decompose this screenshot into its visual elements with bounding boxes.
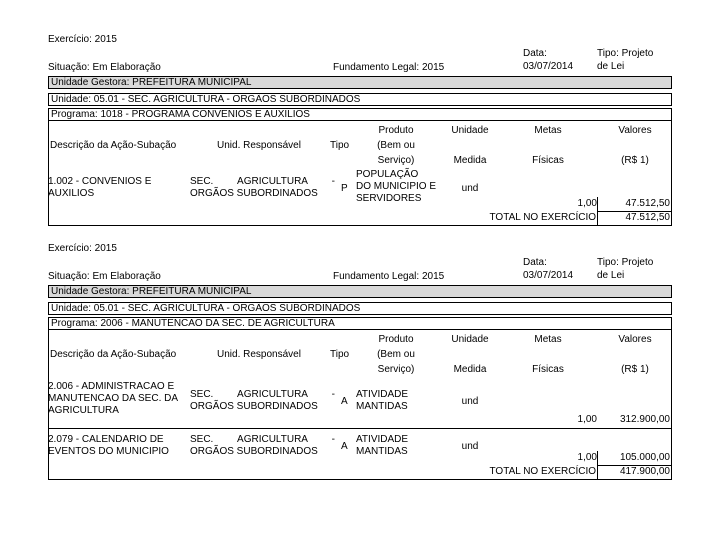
row-unidade: und: [461, 183, 479, 194]
header-descricao: Descrição da Ação-Subação: [50, 140, 177, 151]
tipo-label: Tipo: Projeto: [597, 48, 654, 59]
row-descricao: 2.006 - ADMINISTRACAO E MANUTENCAO DA SEC. DA AGRICULTURA: [48, 381, 178, 416]
situacao-label: Situação: Em Elaboração: [48, 62, 161, 73]
row-metas: 1,00: [577, 414, 597, 425]
row-responsavel: SEC. AGRICULTURA - ORGÃOS SUBORDINADOS: [190, 434, 335, 457]
row-tipo: A: [341, 441, 348, 452]
row-descricao: 2.079 - CALENDARIO DE EVENTOS DO MUNICIPIO: [48, 434, 169, 457]
row-unidade: und: [461, 441, 479, 452]
header-produto-2: (Bem ou: [377, 140, 415, 151]
header-valores-1: Valores: [618, 125, 652, 136]
unidade-bar: Unidade: 05.01 - SEC. AGRICULTURA - ORGÃOS SUBORDINADOS: [48, 93, 672, 106]
row-tipo: P: [341, 183, 348, 194]
header-tipo: Tipo: [330, 140, 350, 151]
table-border-bottom: [48, 479, 672, 480]
header-metas-2: Físicas: [532, 155, 564, 166]
header-valores-1: Valores: [618, 334, 652, 345]
data-label: Data:: [523, 257, 547, 268]
row-produto: POPULAÇÃO DO MUNICIPIO E SERVIDORES: [356, 169, 437, 204]
header-produto-1: Produto: [378, 334, 414, 345]
header-metas-1: Metas: [534, 125, 562, 136]
fundamento-label: Fundamento Legal: 2015: [333, 271, 445, 282]
header-unidade-1: Unidade: [451, 334, 489, 345]
header-responsavel: Unid. Responsável: [217, 140, 301, 151]
fundamento-label: Fundamento Legal: 2015: [333, 62, 445, 73]
row-separator: [48, 428, 672, 429]
header-produto-2: (Bem ou: [377, 349, 415, 360]
row-produto: ATIVIDADE MANTIDAS: [356, 434, 409, 457]
exercicio-label: Exercício: 2015: [48, 243, 117, 254]
total-line-top: [597, 211, 671, 212]
tipo-label: Tipo: Projeto: [597, 257, 654, 268]
table-border-right: [671, 121, 672, 225]
row-responsavel: SEC. AGRICULTURA - ORGÃOS SUBORDINADOS: [190, 176, 335, 199]
data-value: 03/07/2014: [523, 270, 574, 281]
header-produto-3: Serviço): [377, 155, 415, 166]
exercicio-label: Exercício: 2015: [48, 34, 117, 45]
unidade-gestora-bar: Unidade Gestora: PREFEITURA MUNICIPAL: [48, 76, 672, 89]
header-valores-2: (R$ 1): [621, 364, 649, 375]
tipo-value: de Lei: [597, 270, 625, 281]
total-line-top: [597, 465, 671, 466]
row-valores: 312.900,00: [619, 414, 670, 425]
row-produto: ATIVIDADE MANTIDAS: [356, 389, 409, 412]
row-metas: 1,00: [577, 198, 597, 209]
table-border-left: [48, 121, 49, 225]
row-valores: 47.512,50: [625, 198, 670, 209]
situacao-label: Situação: Em Elaboração: [48, 271, 161, 282]
unidade-gestora-bar: Unidade Gestora: PREFEITURA MUNICIPAL: [48, 285, 672, 298]
header-unidade-2: Medida: [453, 364, 487, 375]
total-label: TOTAL NO EXERCÍCIO: [489, 212, 596, 223]
row-descricao: 1.002 - CONVENIOS E AUXILIOS: [48, 176, 152, 199]
table-border-bottom: [48, 225, 672, 226]
programa-bar: Programa: 2006 - MANUTENCAO DA SEC. DE AGRICULTURA: [48, 317, 672, 330]
table-border-left: [48, 330, 49, 480]
total-label: TOTAL NO EXERCÍCIO: [489, 466, 596, 477]
header-unidade-2: Medida: [453, 155, 487, 166]
header-unidade-1: Unidade: [451, 125, 489, 136]
header-descricao: Descrição da Ação-Subação: [50, 349, 177, 360]
header-metas-2: Físicas: [532, 364, 564, 375]
header-tipo: Tipo: [330, 349, 350, 360]
table-border-right: [671, 330, 672, 480]
header-produto-3: Serviço): [377, 364, 415, 375]
row-unidade: und: [461, 396, 479, 407]
data-value: 03/07/2014: [523, 61, 574, 72]
row-tipo: A: [341, 396, 348, 407]
header-metas-1: Metas: [534, 334, 562, 345]
header-valores-2: (R$ 1): [621, 155, 649, 166]
header-responsavel: Unid. Responsável: [217, 349, 301, 360]
header-produto-1: Produto: [378, 125, 414, 136]
programa-bar: Programa: 1018 - PROGRAMA CONVENIOS E AUXILIOS: [48, 108, 672, 121]
row-responsavel: SEC. AGRICULTURA - ORGÃOS SUBORDINADOS: [190, 389, 335, 412]
data-label: Data:: [523, 48, 547, 59]
total-value: 417.900,00: [619, 466, 670, 477]
row-metas: 1,00: [577, 452, 597, 463]
tipo-value: de Lei: [597, 61, 625, 72]
row-valores: 105.000,00: [619, 452, 670, 463]
total-value: 47.512,50: [625, 212, 670, 223]
unidade-bar: Unidade: 05.01 - SEC. AGRICULTURA - ORGÃOS SUBORDINADOS: [48, 302, 672, 315]
